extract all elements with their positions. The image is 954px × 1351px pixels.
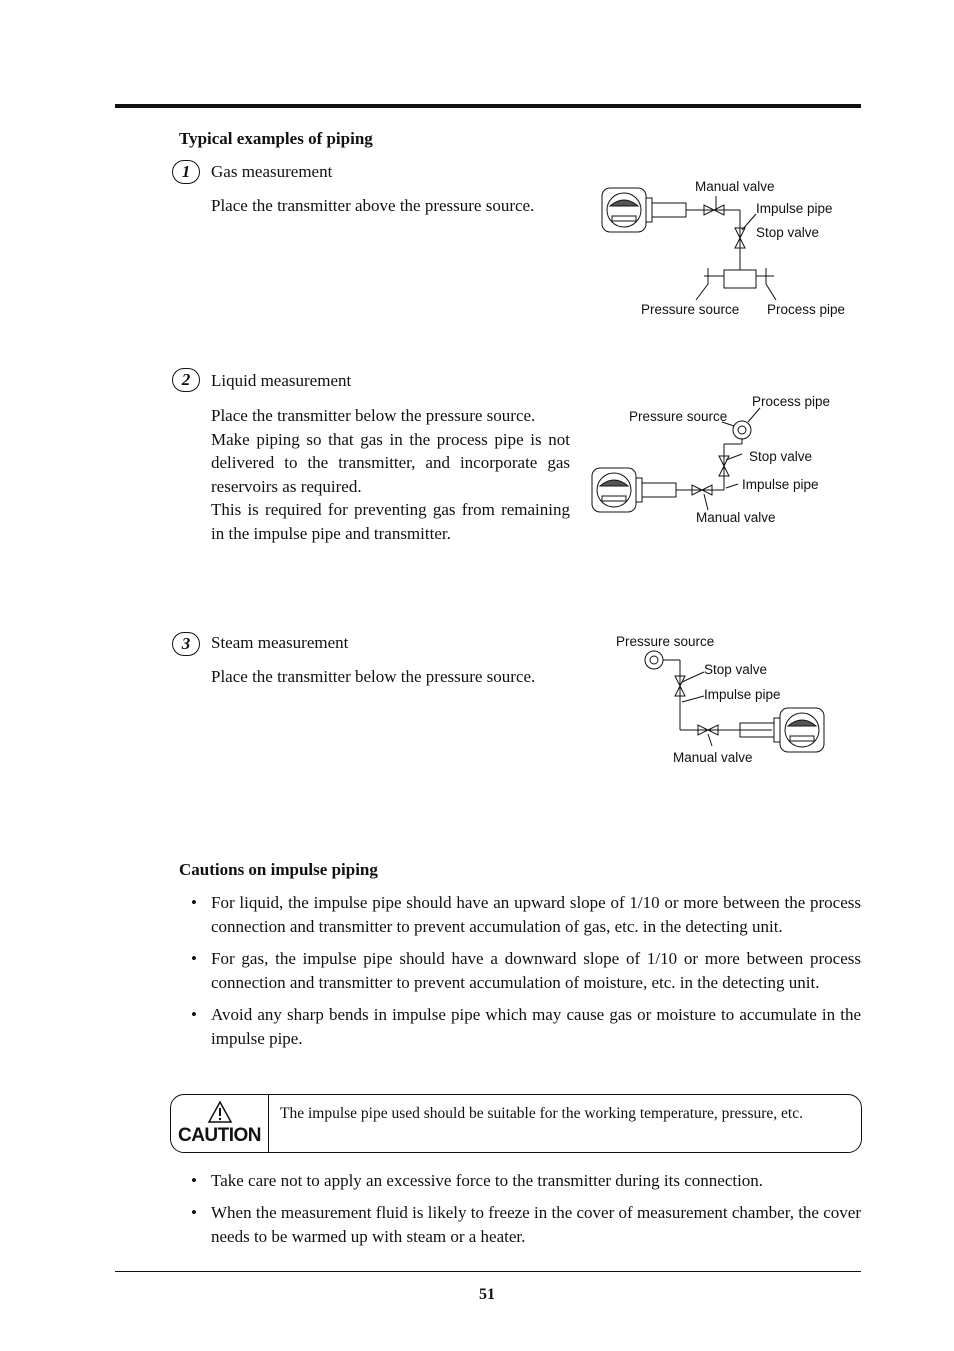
label-pressure-source: Pressure source <box>641 302 740 317</box>
example-2-line: Place the transmitter below the pressure source. <box>211 406 536 425</box>
label-manual-valve: Manual valve <box>696 510 776 525</box>
example-1-number: 1 <box>172 160 200 184</box>
label-stop-valve: Stop valve <box>756 225 820 240</box>
bottom-rule <box>115 1271 861 1272</box>
list-item: • Avoid any sharp bends in impulse pipe which may cause gas or moisture to accumulate in the impulse pipe. <box>191 1005 861 1048</box>
caution-badge <box>171 1095 269 1152</box>
example-3-line: Place the transmitter below the pressure source. <box>211 667 536 686</box>
label-stop-valve: Stop valve <box>749 449 813 464</box>
label-impulse-pipe: Impulse pipe <box>756 201 833 216</box>
steam-measurement-diagram <box>612 628 842 773</box>
pressure-source-circle <box>645 651 663 669</box>
process-pipe-circle <box>733 421 751 439</box>
example-1-text <box>211 194 576 218</box>
label-process-pipe: Process pipe <box>767 302 846 317</box>
caution-label: CAUTION <box>177 1125 262 1146</box>
page-number: 51 <box>479 1286 495 1303</box>
example-1-title: Gas measurement <box>211 162 333 181</box>
section-heading: Typical examples of piping <box>179 129 373 148</box>
example-2-text <box>211 404 570 545</box>
list-item: • When the measurement fluid is likely to freeze in the cover of measurement chamber, the cover needs to be warmed up with steam or a heater. <box>191 1203 861 1246</box>
example-2-line: Make piping so that gas in the process pipe is not delivered to the transmitter, and incorporate gas reservoirs as required. <box>211 429 570 496</box>
transmitter-icon <box>592 468 676 512</box>
label-stop-valve: Stop valve <box>704 662 768 677</box>
example-3-number: 3 <box>172 632 200 656</box>
label-pressure-source: Pressure source <box>629 409 728 424</box>
example-1-line: Place the transmitter above the pressure source. <box>211 196 535 215</box>
label-pressure-source: Pressure source <box>616 634 715 649</box>
label-impulse-pipe: Impulse pipe <box>742 477 819 492</box>
liquid-measurement-diagram <box>588 388 858 538</box>
example-3-text <box>211 665 576 689</box>
label-impulse-pipe: Impulse pipe <box>704 687 781 702</box>
label-manual-valve: Manual valve <box>695 179 775 194</box>
cautions-list <box>191 891 861 1051</box>
example-3-title: Steam measurement <box>211 633 349 652</box>
list-item: • For gas, the impulse pipe should have a downward slope of 1/10 or more between process connection and transmitter to prevent accumulation of moisture, etc. in the detecting unit. <box>191 949 861 992</box>
example-2-line: This is required for preventing gas from remaining in the impulse pipe and transmitter. <box>211 500 570 543</box>
label-manual-valve: Manual valve <box>673 750 753 765</box>
list-item: • Take care not to apply an excessive force to the transmitter during its connection. <box>191 1171 764 1190</box>
gas-measurement-diagram <box>596 172 866 332</box>
cautions-heading: Cautions on impulse piping <box>179 860 378 879</box>
label-process-pipe: Process pipe <box>752 394 831 409</box>
example-2-number: 2 <box>172 368 200 392</box>
pressure-source-box <box>724 270 756 288</box>
list-item: • For liquid, the impulse pipe should have an upward slope of 1/10 or more between the process connection and transmitter to prevent accumulation of gas, etc. in the detecting unit. <box>191 893 861 936</box>
example-2-title: Liquid measurement <box>211 371 352 390</box>
warning-triangle-icon <box>207 1100 233 1124</box>
additional-cautions-list <box>191 1169 861 1249</box>
caution-text: The impulse pipe used should be suitable for the working temperature, pressure, etc. <box>280 1105 803 1122</box>
top-rule <box>115 104 861 108</box>
caution-box <box>170 1094 862 1153</box>
transmitter-icon <box>602 188 686 232</box>
